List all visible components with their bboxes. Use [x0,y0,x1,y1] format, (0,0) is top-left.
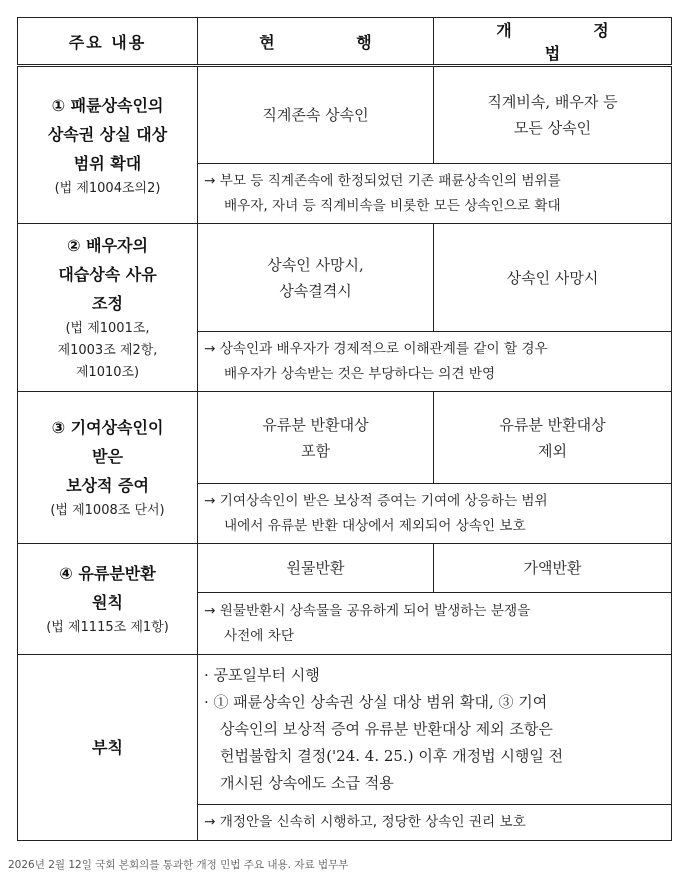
supplement-text: · 공포일부터 시행 [204,666,320,684]
topic-law-ref: 제1003조 제2항, [57,343,158,358]
explanation-text: 배우자, 자녀 등 직계비속을 비롯한 모든 상속인으로 확대 [224,197,561,214]
supplement-text: 헌법불합치 결정('24. 4. 25.) 이후 개정법 시행일 전 [220,747,564,765]
supplement-note-cell [198,805,672,841]
topic-title: 상속권 상실 대상 [47,124,168,144]
topic-law-ref: (법 제1008조 단서) [50,503,165,518]
table-row [18,392,672,484]
explanation-cell [198,593,672,655]
current-law-cell [198,224,434,332]
supplement-title-cell [18,655,198,841]
current-law-cell [198,392,434,484]
current-law-text: 상속인 사망시, [267,255,364,274]
explanation-text: → 원물반환시 상속물을 공유하게 되어 발생하는 분쟁을 [204,602,531,619]
topic-title: 범위 확대 [73,153,142,173]
explanation-cell [198,164,672,224]
supplement-cell [198,655,672,805]
revised-law-text: 제외 [538,441,567,460]
current-law-text: 직계존속 상속인 [262,106,369,124]
topic-title: 조정 [92,294,123,313]
supplement-note: → 개정안을 신속히 시행하고, 정당한 상속인 권리 보호 [204,814,526,830]
topic-law-ref: (법 제1115조 제1항) [46,620,169,635]
table-row [18,224,672,332]
topic-cell [18,544,198,655]
current-law-cell [198,544,434,593]
table-row [18,544,672,593]
current-law-text: 원물반환 [286,559,345,577]
table-row [18,655,672,805]
topic-title: ② 배우자의 [67,236,148,255]
image-caption: 2026년 2월 12일 국회 본회의를 통과한 개정 민법 주요 내용. 자료 법무부 [8,859,349,871]
revised-law-cell [434,66,672,164]
revised-law-text: 가액반환 [523,559,582,577]
table-row [18,66,672,164]
table-header-row [18,18,672,66]
topic-law-ref: (법 제1001조, [65,321,150,336]
header-main-content: 주요 내용 [18,18,198,66]
header-current: 현 행 [198,18,434,66]
topic-cell [18,66,198,224]
revised-law-text: 직계비속, 배우자 등 [487,93,618,111]
supplement-text: 상속인의 보상적 증여 유류분 반환대상 제외 조항은 [220,720,553,738]
revised-law-text: 유류분 반환대상 [499,415,606,434]
current-law-text: 포함 [301,441,330,460]
explanation-text: 배우자가 상속받는 것은 부당하다는 의견 반영 [224,365,496,382]
explanation-cell [198,484,672,544]
revised-law-text: 모든 상속인 [513,119,592,137]
law-amendment-table [17,17,672,841]
topic-cell [18,392,198,544]
supplement-title: 부칙 [92,738,123,757]
revised-law-cell [434,224,672,332]
current-law-text: 상속결격시 [279,281,352,300]
topic-cell [18,224,198,392]
topic-title: 원칙 [92,593,123,612]
explanation-text: 사전에 차단 [224,627,294,644]
explanation-text: → 부모 등 직계존속에 한정되었던 기존 패륜상속인의 범위를 [204,172,561,189]
explanation-cell [198,332,672,392]
topic-title: ④ 유류분반환 [59,564,156,583]
topic-law-ref: 제1010조) [75,365,140,380]
topic-title: ① 패륜상속인의 [51,95,164,115]
supplement-text: 개시된 상속에도 소급 적용 [220,774,394,792]
topic-title: 대습상속 사유 [58,265,157,284]
explanation-text: → 기여상속인이 받은 보상적 증여는 기여에 상응하는 범위 [204,492,548,509]
revised-law-cell [434,544,672,593]
topic-title: ③ 기여상속인이 [51,418,164,437]
current-law-cell [198,66,434,164]
header-revised: 개 정 법 [434,18,672,66]
topic-law-ref: (법 제1004조의2) [54,180,161,196]
explanation-text: 내에서 유류분 반환 대상에서 제외되어 상속인 보호 [224,517,526,534]
topic-title: 보상적 증여 [66,476,149,495]
explanation-text: → 상속인과 배우자가 경제적으로 이해관계를 같이 할 경우 [204,340,548,357]
revised-law-text: 상속인 사망시 [506,268,599,287]
topic-title: 받은 [92,447,123,466]
revised-law-cell [434,392,672,484]
supplement-text: · ① 패륜상속인 상속권 상실 대상 범위 확대, ③ 기여 [204,693,548,711]
current-law-text: 유류분 반환대상 [262,415,369,434]
